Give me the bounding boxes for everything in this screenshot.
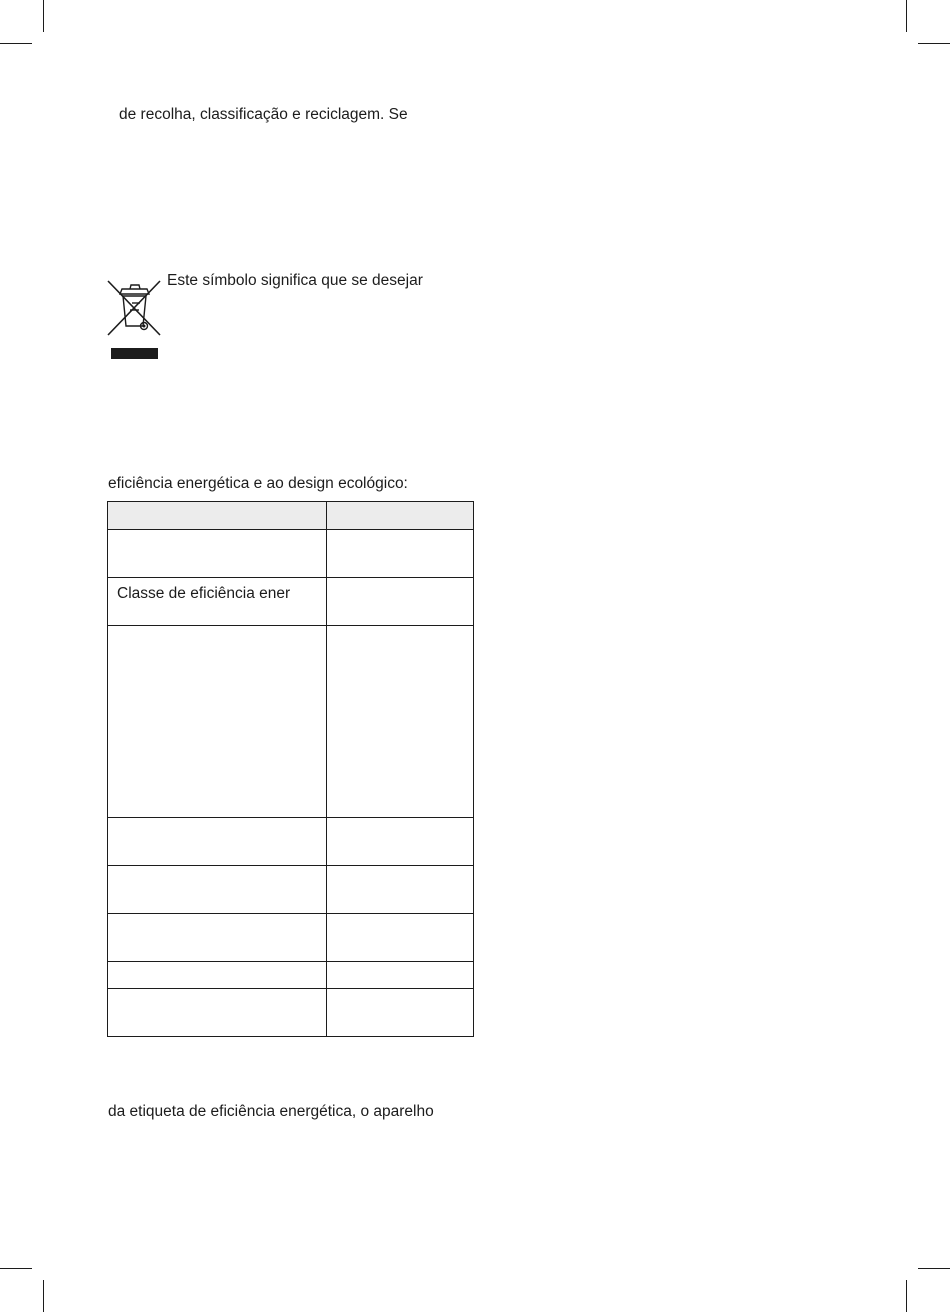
table-row <box>108 962 474 989</box>
weee-solid-bar <box>111 348 158 359</box>
table-cell-value <box>327 626 474 818</box>
table-cell-label <box>108 914 327 962</box>
table-cell-label <box>108 818 327 866</box>
table-row <box>108 530 474 578</box>
crop-mark-bottom-right-vertical <box>906 1280 907 1312</box>
crop-mark-top-left-vertical <box>43 0 44 32</box>
table-cell-label <box>108 866 327 914</box>
table-cell-value <box>327 866 474 914</box>
table-cell-value <box>327 914 474 962</box>
table-cell-label <box>108 989 327 1037</box>
crop-mark-bottom-left-horizontal <box>0 1268 32 1269</box>
table-row <box>108 626 474 818</box>
table-cell-value <box>327 818 474 866</box>
table-row <box>108 989 474 1037</box>
table-row <box>108 578 474 626</box>
recycling-text-line: de recolha, classificação e reciclagem. Se <box>119 106 408 123</box>
energy-label-text-line: da etiqueta de eficiência energética, o aparelho <box>108 1103 434 1120</box>
table-cell-value <box>327 578 474 626</box>
table-cell-label <box>108 626 327 818</box>
table-row <box>108 866 474 914</box>
bin-drawing <box>106 280 162 346</box>
crossed-out-wheelie-bin-icon <box>106 280 162 362</box>
symbol-text-line: Este símbolo significa que se desejar <box>167 272 423 289</box>
table-header-row <box>108 502 474 530</box>
efficiency-intro-text: eficiência energética e ao design ecológico: <box>108 475 408 492</box>
table-cell-label <box>108 530 327 578</box>
table-cell-label: Classe de eficiência ener <box>108 578 327 626</box>
table-cell-value <box>327 530 474 578</box>
table-row <box>108 914 474 962</box>
table-cell-value <box>327 962 474 989</box>
table-cell-label <box>108 502 327 530</box>
crop-mark-bottom-right-horizontal <box>918 1268 950 1269</box>
table-cell-value <box>327 989 474 1037</box>
crop-mark-top-left-horizontal <box>0 43 32 44</box>
crop-mark-top-right-horizontal <box>918 43 950 44</box>
table-row <box>108 818 474 866</box>
table-cell-label <box>108 962 327 989</box>
energy-spec-table <box>107 501 474 1037</box>
crop-mark-bottom-left-vertical <box>43 1280 44 1312</box>
table-cell-value <box>327 502 474 530</box>
crop-mark-top-right-vertical <box>906 0 907 32</box>
